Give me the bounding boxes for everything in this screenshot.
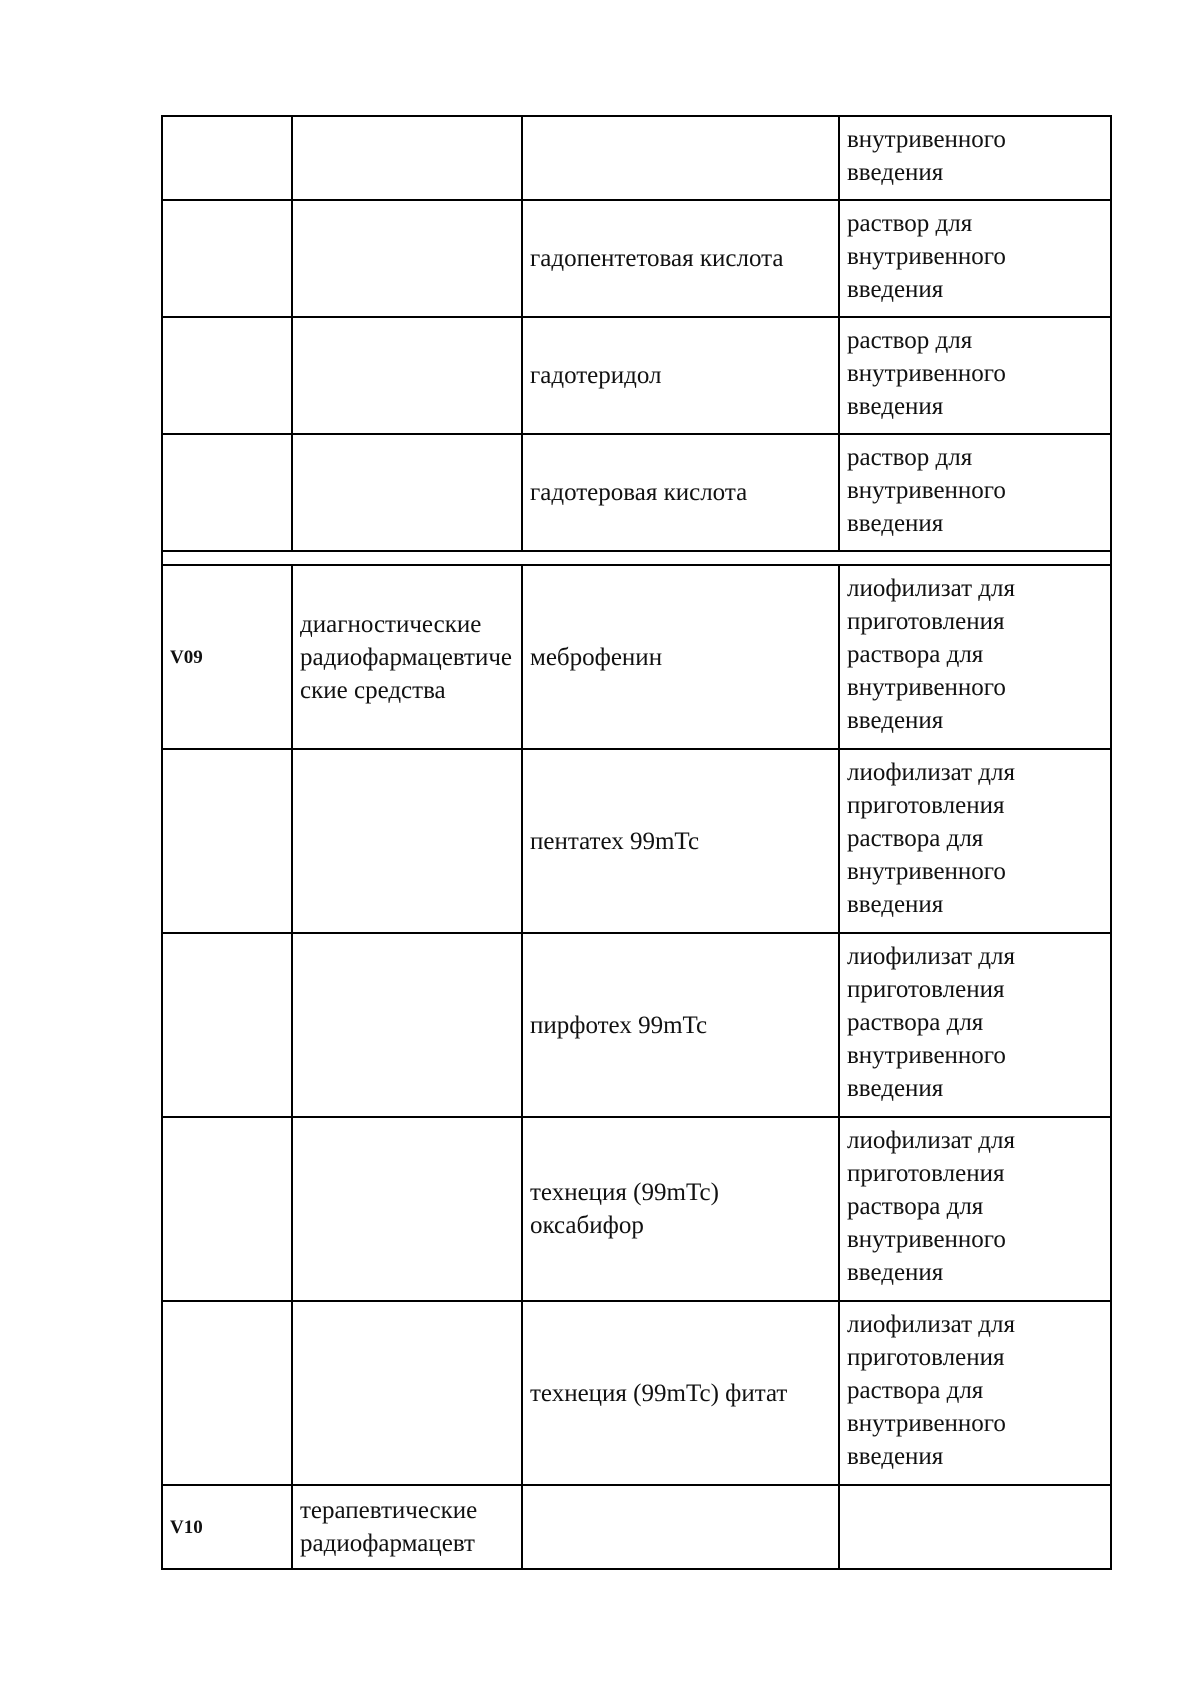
group-cell — [292, 933, 522, 1117]
drug-name-cell: гадопентетовая кислота — [522, 200, 839, 317]
atc-code-cell — [162, 200, 292, 317]
atc-code-cell — [162, 933, 292, 1117]
group-cell — [292, 434, 522, 551]
atc-code-cell: V10 — [162, 1485, 292, 1569]
drug-list-table — [161, 115, 1112, 1570]
drug-name-cell — [522, 1485, 839, 1569]
table-row — [162, 317, 1111, 434]
table-row — [162, 200, 1111, 317]
atc-code-cell — [162, 1117, 292, 1301]
table-spacer-row — [162, 551, 1111, 565]
drug-name-cell: технеция (99mTc) оксабифор — [522, 1117, 839, 1301]
atc-code-cell — [162, 116, 292, 200]
dosage-form-cell: раствор для внутривенного введения — [839, 200, 1111, 317]
group-cell — [292, 116, 522, 200]
drug-name-cell: технеция (99mTc) фитат — [522, 1301, 839, 1485]
table-row — [162, 1301, 1111, 1485]
dosage-form-cell — [839, 1485, 1111, 1569]
dosage-form-cell: лиофилизат для приготовления раствора для внутривенного введения — [839, 1117, 1111, 1301]
table-row — [162, 434, 1111, 551]
drug-name-cell: гадотеровая кислота — [522, 434, 839, 551]
group-cell — [292, 1301, 522, 1485]
dosage-form-cell: раствор для внутривенного введения — [839, 434, 1111, 551]
dosage-form-cell: лиофилизат для приготовления раствора для внутривенного введения — [839, 565, 1111, 749]
table-row — [162, 933, 1111, 1117]
atc-code-cell — [162, 749, 292, 933]
group-cell — [292, 749, 522, 933]
table-row — [162, 1485, 1111, 1569]
drug-name-cell: гадотеридол — [522, 317, 839, 434]
group-cell: терапевтические радиофармацевт — [292, 1485, 522, 1569]
group-cell — [292, 1117, 522, 1301]
dosage-form-cell: лиофилизат для приготовления раствора для внутривенного введения — [839, 1301, 1111, 1485]
table-row — [162, 565, 1111, 749]
dosage-form-cell: раствор для внутривенного введения — [839, 317, 1111, 434]
group-cell: диагностические радиофармацевтические средства — [292, 565, 522, 749]
drug-name-cell: меброфенин — [522, 565, 839, 749]
atc-code-cell — [162, 434, 292, 551]
table-row — [162, 749, 1111, 933]
dosage-form-cell: внутривенного введения — [839, 116, 1111, 200]
table-row — [162, 1117, 1111, 1301]
spacer-cell — [162, 551, 1111, 565]
dosage-form-cell: лиофилизат для приготовления раствора для внутривенного введения — [839, 749, 1111, 933]
table-row — [162, 116, 1111, 200]
atc-code-cell — [162, 1301, 292, 1485]
group-cell — [292, 317, 522, 434]
drug-name-cell — [522, 116, 839, 200]
drug-name-cell: пентатех 99mTc — [522, 749, 839, 933]
drug-name-cell: пирфотех 99mTc — [522, 933, 839, 1117]
atc-code-cell: V09 — [162, 565, 292, 749]
group-cell — [292, 200, 522, 317]
dosage-form-cell: лиофилизат для приготовления раствора для внутривенного введения — [839, 933, 1111, 1117]
atc-code-cell — [162, 317, 292, 434]
